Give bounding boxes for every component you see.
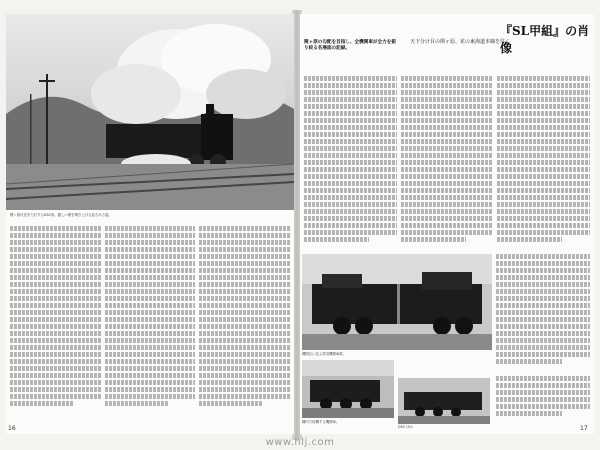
- bottom-right-caption: D52 ほか: [398, 425, 413, 429]
- right-body-text-top: [304, 76, 590, 252]
- watermark: www.hlj.com: [265, 437, 335, 448]
- locomotive-smoke-photo: [6, 14, 294, 210]
- right-body-text-side: [496, 254, 590, 374]
- left-page: [6, 14, 294, 434]
- left-page-number: 16: [8, 425, 16, 432]
- article-lede: 関ヶ原の勾配を目指し、全機関車が全力を振り絞る名場面の記録。: [304, 40, 396, 52]
- left-body-text: [10, 226, 290, 426]
- bottom-left-caption: 構内で待機する機関車。: [302, 420, 340, 424]
- top-photo-caption: 関ヶ原付近を力行するD52形。激しい煙を噴き上げる迫力ある姿。: [10, 213, 112, 217]
- engine-shed-photo: [302, 254, 492, 350]
- article-subtitle: 天下分け目の関ヶ原、花の東海道本線を往く: [410, 39, 511, 45]
- article-title: 『SL甲組』の肖像: [500, 24, 590, 55]
- right-page-number: 17: [580, 425, 588, 432]
- yard-photo-right: [398, 378, 490, 424]
- middle-photo-caption: 機関区に並ぶ蒸気機関車群。: [302, 352, 347, 356]
- yard-photo-left: [302, 360, 394, 418]
- right-page: [300, 14, 594, 434]
- right-body-text-bottom: [496, 376, 590, 426]
